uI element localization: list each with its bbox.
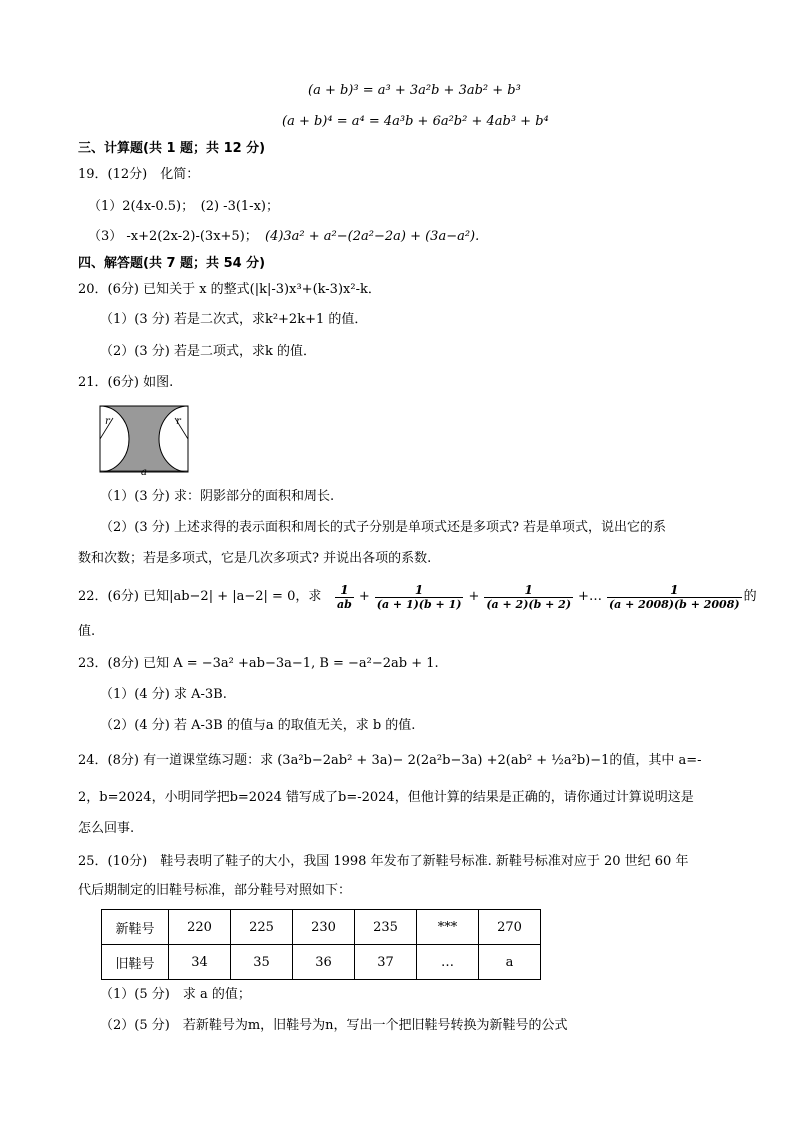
table-cell: a	[479, 945, 541, 980]
q25-part1: （1）(5 分) 求 a 的值；	[100, 987, 251, 1002]
q19-row2-part3: （3） -x+2(2x-2)-(3x+5)；	[88, 229, 258, 244]
q20-heading: 20．(6分) 已知关于 x 的整式(|k|-3)x³+(k-3)x²-k．	[78, 282, 381, 297]
q22-fraction-2: $\frac{1}{(a + 1)(b + 1)}$	[376, 582, 462, 611]
section-4-title: 四、解答题(共 7 题；共 54 分)	[78, 256, 266, 271]
q19-row2-part4: (4)3a² + a²−(2a²−2a) + (3a−a²).	[265, 229, 480, 244]
section-3-title: 三、计算题(共 1 题；共 12 分)	[78, 141, 266, 156]
table-cell: 36	[293, 945, 355, 980]
q21-heading: 21．(6分) 如图.	[78, 375, 174, 390]
table-cell: 235	[355, 910, 417, 945]
table-cell: 230	[293, 910, 355, 945]
q22-heading: 22．(6分) 已知|ab−2| + |a−2| = 0，求	[78, 589, 322, 604]
table-row-old-size	[102, 945, 541, 980]
q23-part1: （1）(4 分) 求 A-3B.	[100, 687, 227, 702]
table-row-new-size	[102, 910, 541, 945]
table-cell: 220	[169, 910, 231, 945]
table-cell: 旧鞋号	[102, 945, 169, 980]
table-cell: ***	[417, 910, 479, 945]
table-cell: 37	[355, 945, 417, 980]
q22-plus-1: +	[358, 589, 370, 604]
shoe-size-table	[101, 909, 541, 980]
table-cell: 34	[169, 945, 231, 980]
q23-heading: 23．(8分) 已知 A = −3a² +ab−3a−1, B = −a²−2ab + 1.	[78, 656, 439, 671]
q20-part1: （1）(3 分) 若是二次式，求k²+2k+1 的值．	[100, 312, 368, 327]
q21-fig-r-right: r	[176, 416, 181, 427]
q22-line2: 值.	[78, 624, 96, 639]
q21-part2-line1: （2）(3 分) 上述求得的表示面积和周长的式子分别是单项式还是多项式? 若是单项式，说出它的系	[100, 520, 667, 535]
q21-fig-r-left: r	[105, 416, 110, 427]
cube-formula: (a + b)³ = a³ + 3a²b + 3ab² + b³	[308, 83, 521, 98]
table-cell: …	[417, 945, 479, 980]
q22-plus-2: +	[468, 589, 480, 604]
q22-fraction-3: $\frac{1}{(a + 2)(b + 2)}$	[486, 582, 572, 611]
q19-row1: （1）2(4x-0.5)； (2) -3(1-x)；	[88, 199, 279, 214]
q24-line3: 怎么回事.	[78, 821, 135, 836]
q24-line2: 2，b=2024，小明同学把b=2024 错写成了b=-2024，但他计算的结果是正确的，请你通过计算说明这是	[78, 790, 694, 805]
q22-ellipsis: +…	[578, 589, 602, 604]
table-cell: 新鞋号	[102, 910, 169, 945]
table-cell: 225	[231, 910, 293, 945]
q20-part2: （2）(3 分) 若是二项式，求k 的值．	[100, 344, 316, 359]
q22-fraction-1: $\frac{1}{ab}$	[337, 582, 352, 611]
q19-heading: 19．(12分) 化简：	[78, 167, 200, 182]
q21-part1: （1）(3 分) 求：阴影部分的面积和周长.	[100, 489, 335, 504]
q21-part2-line2: 数和次数；若是多项式，它是几次多项式? 并说出各项的系数.	[78, 551, 432, 566]
table-cell: 35	[231, 945, 293, 980]
q22-fraction-4: $\frac{1}{(a + 2008)(b + 2008)}$	[608, 582, 740, 611]
q22-tail: 的	[743, 589, 757, 604]
q25-part2: （2）(5 分) 若新鞋号为m，旧鞋号为n，写出一个把旧鞋号转换为新鞋号的公式	[100, 1018, 568, 1033]
q25-line1: 25．(10分) 鞋号表明了鞋子的大小，我国 1998 年发布了新鞋号标准. 新鞋号标准对应于 20 世纪 60 年	[78, 854, 689, 869]
q23-part2: （2）(4 分) 若 A-3B 的值与a 的取值无关，求 b 的值.	[100, 718, 416, 733]
table-cell: 270	[479, 910, 541, 945]
fourth-power-formula: (a + b)⁴ = a⁴ = 4a³b + 6a²b² + 4ab³ + b⁴	[282, 114, 549, 129]
q25-line2: 代后期制定的旧鞋号标准，部分鞋号对照如下：	[78, 883, 352, 898]
q22-expression	[333, 574, 757, 620]
q21-fig-a: a	[141, 467, 147, 478]
q24-line1: 24．(8分) 有一道课堂练习题：求 (3a²b−2ab² + 3a)− 2(2a²b−3a) +2(ab² + ½a²b)−1的值，其中 a=-	[78, 753, 702, 768]
